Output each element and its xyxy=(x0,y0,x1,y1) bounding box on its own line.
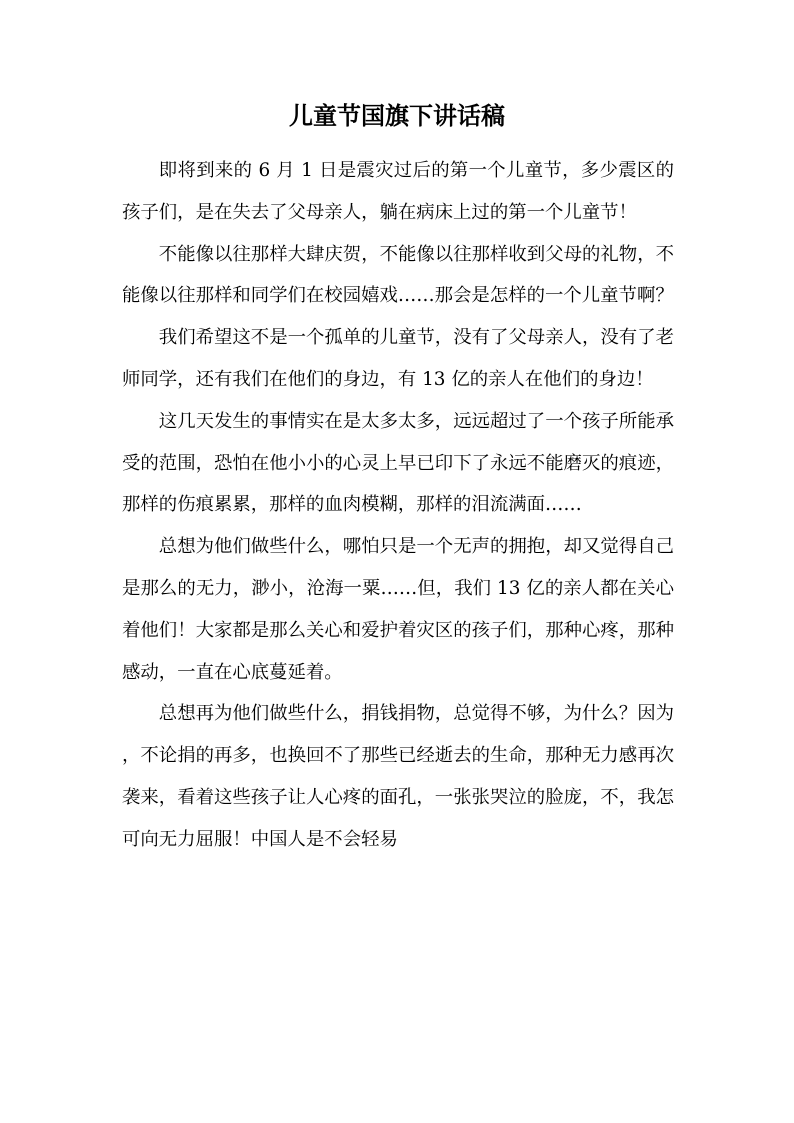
document-title: 儿童节国旗下讲话稿 xyxy=(289,102,505,130)
paragraph-2: 不能像以往那样大肆庆贺，不能像以往那样收到父母的礼物，不能像以往那样和同学们在校园嬉戏……那会是怎样的一个儿童节啊？ xyxy=(122,243,674,307)
paragraph-4: 这几天发生的事情实在是太多太多，远远超过了一个孩子所能承受的范围，恐怕在他小小的心灵上早已印下了永远不能磨灭的痕迹，那样的伤痕累累，那样的血肉模糊，那样的泪流满面…… xyxy=(122,410,674,516)
paragraph-5: 总想为他们做些什么，哪怕只是一个无声的拥抱，却又觉得自己是那么的无力，渺小，沧海一粟……但，我们 13 亿的亲人都在关心着他们！大家都是那么关心和爱护着灾区的孩子们，那种心疼，那种感动，一直在心底蔓延着。 xyxy=(122,536,674,683)
paragraph-6: 总想再为他们做些什么，捐钱捐物，总觉得不够，为什么？因为，不论捐的再多，也换回不了那些已经逝去的生命，那种无力感再次袭来，看着这些孩子让人心疼的面孔，一张张哭泣的脸庞，不，我怎可向无力屈服！中国人是不会轻易 xyxy=(122,703,674,850)
paragraph-3: 我们希望这不是一个孤单的儿童节，没有了父母亲人，没有了老师同学，还有我们在他们的身边，有 13 亿的亲人在他们的身边！ xyxy=(122,327,674,390)
paragraph-1: 即将到来的 6 月 1 日是震灾过后的第一个儿童节，多少震区的孩子们，是在失去了父母亲人，躺在病床上过的第一个儿童节！ xyxy=(122,160,674,223)
document-body xyxy=(122,150,674,861)
